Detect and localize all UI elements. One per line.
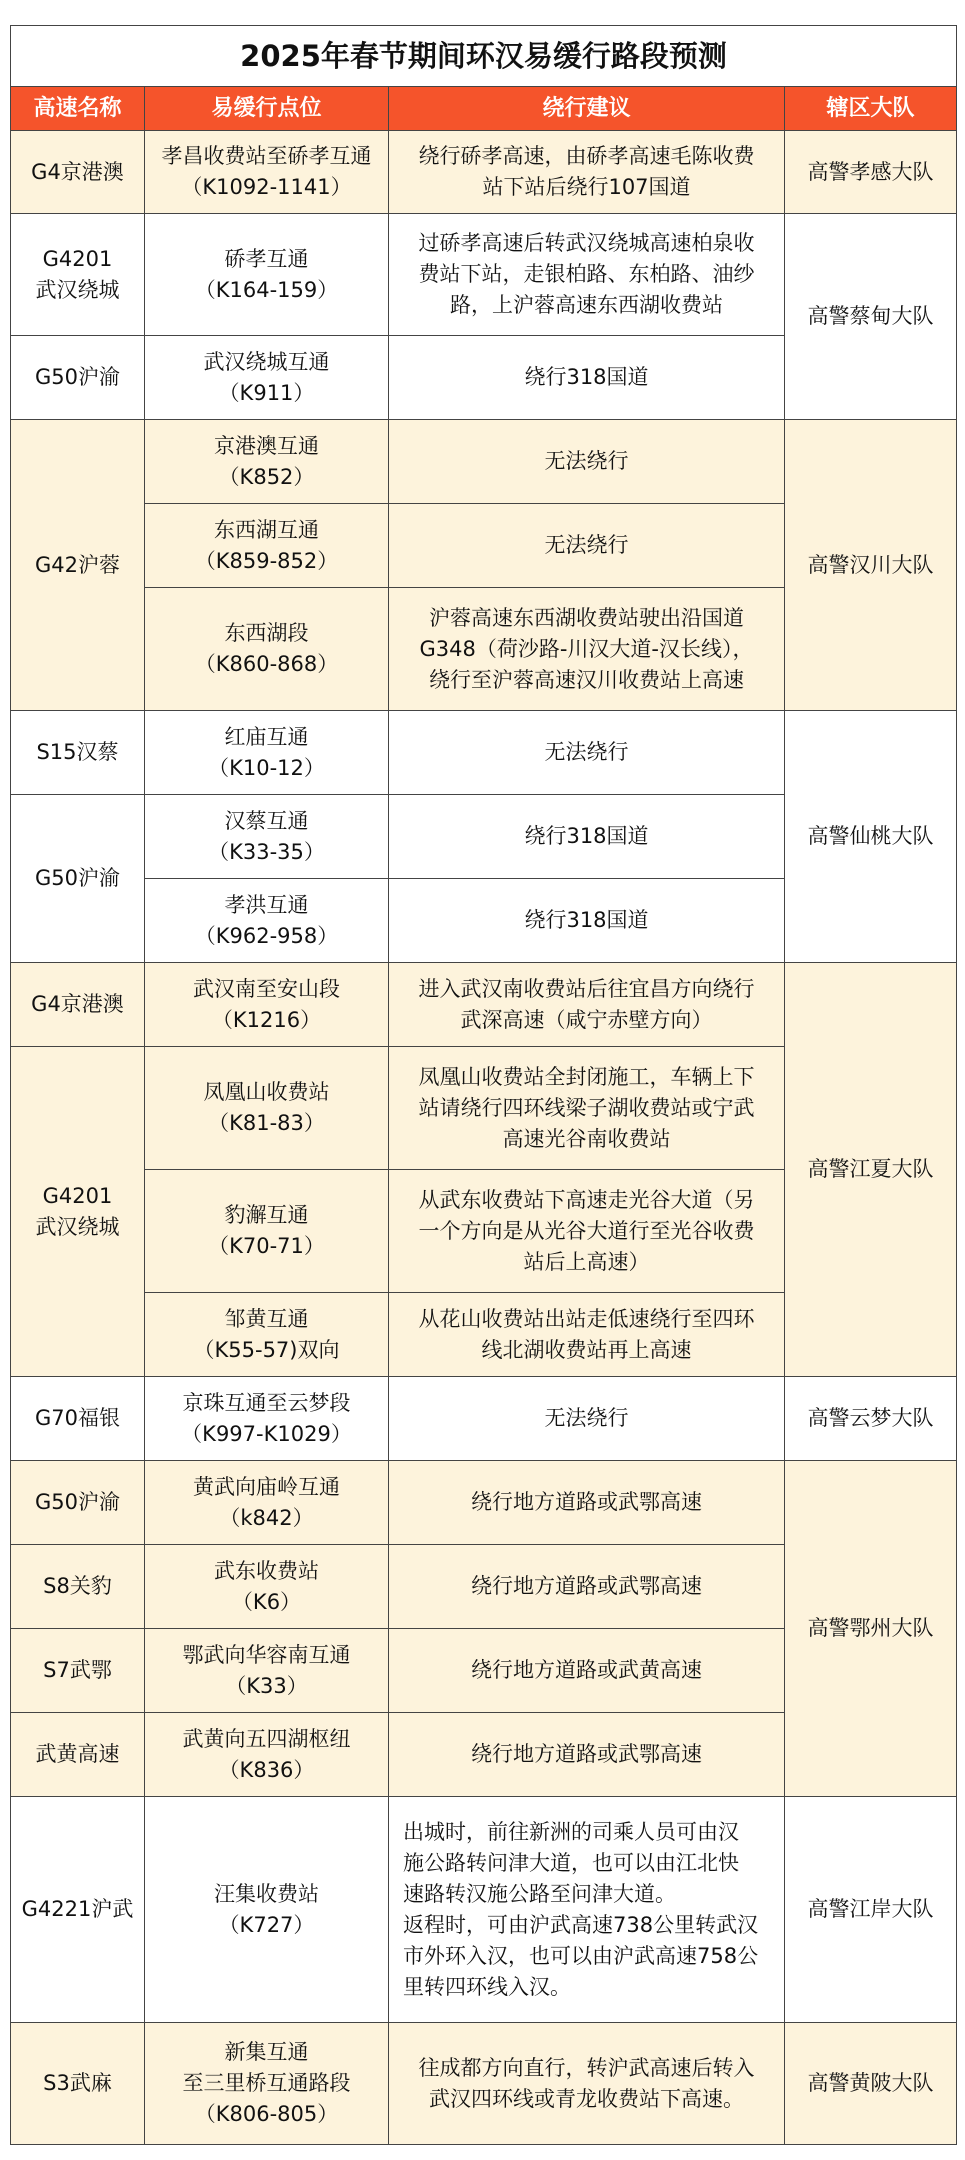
point-cell: 孝昌收费站至硚孝互通 （K1092-1141） <box>145 131 389 214</box>
table-row <box>11 963 957 1047</box>
table-row <box>11 1377 957 1461</box>
detour-cell: 无法绕行 <box>389 1377 785 1461</box>
table-row <box>11 1797 957 2023</box>
highway-cell: 武黄高速 <box>11 1713 145 1797</box>
team-cell: 高警汉川大队 <box>785 420 957 711</box>
table-row <box>11 131 957 214</box>
point-cell: 硚孝互通 （K164-159） <box>145 214 389 336</box>
header-team: 辖区大队 <box>785 87 957 131</box>
highway-cell: G4221沪武 <box>11 1797 145 2023</box>
highway-cell: G50沪渝 <box>11 1461 145 1545</box>
detour-cell: 绕行318国道 <box>389 336 785 420</box>
team-cell: 高警鄂州大队 <box>785 1461 957 1797</box>
table-container <box>10 25 956 2145</box>
highway-cell: S8关豹 <box>11 1545 145 1629</box>
detour-cell: 从武东收费站下高速走光谷大道（另 一个方向是从光谷大道行至光谷收费 站后上高速） <box>389 1170 785 1293</box>
highway-cell: S3武麻 <box>11 2023 145 2145</box>
team-cell: 高警蔡甸大队 <box>785 214 957 420</box>
team-cell: 高警云梦大队 <box>785 1377 957 1461</box>
point-cell: 东西湖段 （K860-868） <box>145 588 389 711</box>
highway-cell: G50沪渝 <box>11 795 145 963</box>
highway-cell: G4京港澳 <box>11 963 145 1047</box>
highway-cell: G70福银 <box>11 1377 145 1461</box>
point-cell: 武汉南至安山段 （K1216） <box>145 963 389 1047</box>
detour-cell: 从花山收费站出站走低速绕行至四环 线北湖收费站再上高速 <box>389 1293 785 1377</box>
detour-cell: 无法绕行 <box>389 504 785 588</box>
detour-cell: 往成都方向直行，转沪武高速后转入 武汉四环线或青龙收费站下高速。 <box>389 2023 785 2145</box>
team-cell: 高警孝感大队 <box>785 131 957 214</box>
point-cell: 红庙互通 （K10-12） <box>145 711 389 795</box>
header-highway: 高速名称 <box>11 87 145 131</box>
detour-cell: 绕行318国道 <box>389 795 785 879</box>
detour-cell: 沪蓉高速东西湖收费站驶出沿国道 G348（荷沙路-川汉大道-汉长线）， 绕行至沪蓉高速汉川收费站上高速 <box>389 588 785 711</box>
detour-cell: 绕行地方道路或武黄高速 <box>389 1629 785 1713</box>
congestion-table <box>10 25 957 2145</box>
detour-cell: 绕行地方道路或武鄂高速 <box>389 1713 785 1797</box>
point-cell: 邹黄互通 （K55-57)双向 <box>145 1293 389 1377</box>
point-cell: 汉蔡互通 （K33-35） <box>145 795 389 879</box>
team-cell: 高警江岸大队 <box>785 1797 957 2023</box>
point-cell: 黄武向庙岭互通 （k842） <box>145 1461 389 1545</box>
detour-cell: 进入武汉南收费站后往宜昌方向绕行 武深高速（咸宁赤壁方向） <box>389 963 785 1047</box>
highway-cell: G4京港澳 <box>11 131 145 214</box>
detour-cell: 过硚孝高速后转武汉绕城高速柏泉收 费站下站，走银柏路、东柏路、油纱 路，上沪蓉高速东西湖收费站 <box>389 214 785 336</box>
highway-cell: G42沪蓉 <box>11 420 145 711</box>
detour-cell: 凤凰山收费站全封闭施工，车辆上下 站请绕行四环线梁子湖收费站或宁武 高速光谷南收费站 <box>389 1047 785 1170</box>
detour-cell: 无法绕行 <box>389 420 785 504</box>
detour-cell: 绕行地方道路或武鄂高速 <box>389 1545 785 1629</box>
table-title: 2025年春节期间环汉易缓行路段预测 <box>11 26 957 87</box>
detour-cell: 绕行地方道路或武鄂高速 <box>389 1461 785 1545</box>
table-row <box>11 214 957 336</box>
point-cell: 武汉绕城互通 （K911） <box>145 336 389 420</box>
point-cell: 武东收费站 （K6） <box>145 1545 389 1629</box>
table-row <box>11 1461 957 1545</box>
highway-cell: G4201 武汉绕城 <box>11 214 145 336</box>
highway-cell: G4201 武汉绕城 <box>11 1047 145 1377</box>
point-cell: 凤凰山收费站 （K81-83） <box>145 1047 389 1170</box>
point-cell: 新集互通 至三里桥互通路段 （K806-805） <box>145 2023 389 2145</box>
point-cell: 武黄向五四湖枢纽 （K836） <box>145 1713 389 1797</box>
detour-cell: 绕行硚孝高速，由硚孝高速毛陈收费 站下站后绕行107国道 <box>389 131 785 214</box>
team-cell: 高警黄陂大队 <box>785 2023 957 2145</box>
point-cell: 京珠互通至云梦段 （K997-K1029） <box>145 1377 389 1461</box>
team-cell: 高警江夏大队 <box>785 963 957 1377</box>
point-cell: 鄂武向华容南互通 （K33） <box>145 1629 389 1713</box>
point-cell: 汪集收费站 （K727） <box>145 1797 389 2023</box>
detour-cell: 无法绕行 <box>389 711 785 795</box>
point-cell: 豹澥互通 （K70-71） <box>145 1170 389 1293</box>
point-cell: 孝洪互通 （K962-958） <box>145 879 389 963</box>
highway-cell: S15汉蔡 <box>11 711 145 795</box>
highway-cell: S7武鄂 <box>11 1629 145 1713</box>
highway-cell: G50沪渝 <box>11 336 145 420</box>
header-point: 易缓行点位 <box>145 87 389 131</box>
point-cell: 东西湖互通 （K859-852） <box>145 504 389 588</box>
team-cell: 高警仙桃大队 <box>785 711 957 963</box>
table-row <box>11 711 957 795</box>
detour-cell: 出城时，前往新洲的司乘人员可由汉 施公路转问津大道，也可以由江北快 速路转汉施公路至问津大道。 返程时，可由沪武高速738公里转武汉 市外环入汉，也可以由沪武高速758公 里转四环线入汉。 <box>389 1797 785 2023</box>
table-row <box>11 2023 957 2145</box>
table-row <box>11 420 957 504</box>
header-row <box>11 87 957 131</box>
point-cell: 京港澳互通 （K852） <box>145 420 389 504</box>
detour-cell: 绕行318国道 <box>389 879 785 963</box>
header-detour: 绕行建议 <box>389 87 785 131</box>
